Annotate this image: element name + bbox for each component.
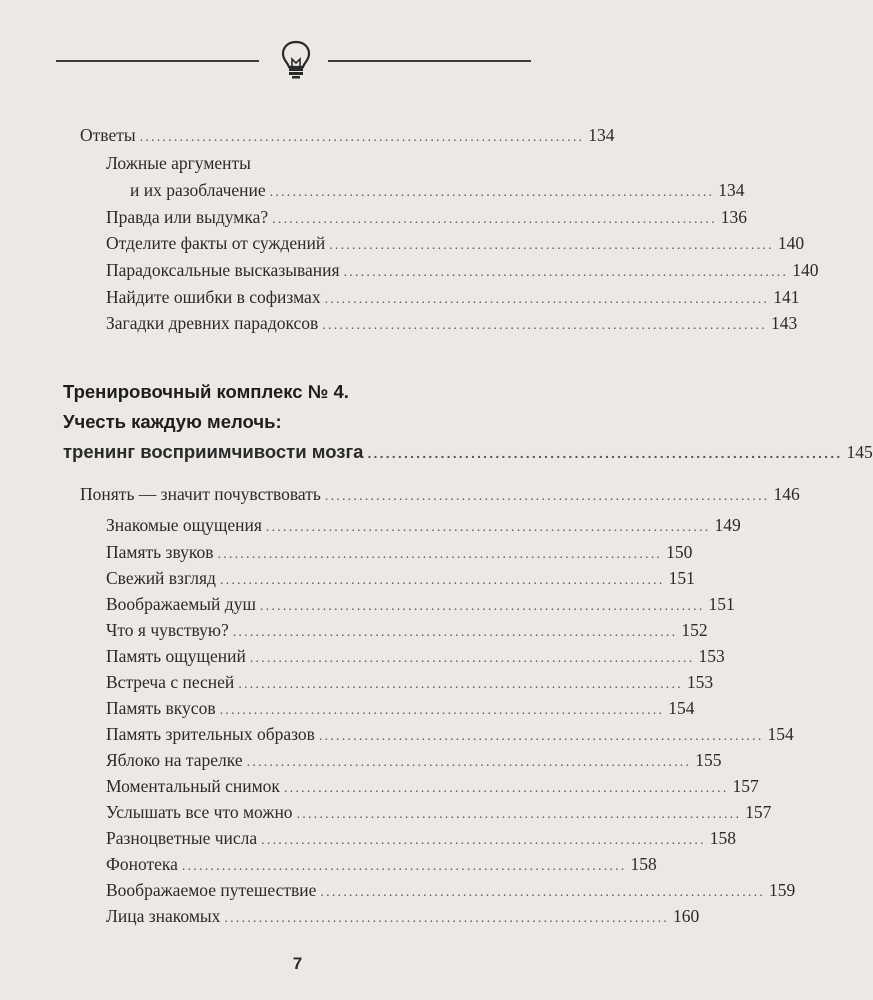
- leader-dots: ..............................................................................: [296, 807, 742, 822]
- toc-entry[interactable]: [106, 697, 695, 722]
- leader-dots: ..............................................................................: [265, 520, 711, 535]
- section-heading-line2: Учесть каждую мелочь:: [63, 411, 282, 432]
- toc-entry[interactable]: [106, 567, 695, 592]
- toc-entry[interactable]: [106, 905, 700, 930]
- toc-entry-title: Встреча с песней: [106, 672, 235, 692]
- lightbulb-icon: [274, 36, 318, 80]
- leader-dots: ..............................................................................: [249, 651, 695, 666]
- leader-dots: ..............................................................................: [259, 599, 705, 614]
- header-rule-left: [56, 60, 259, 62]
- toc-entry-page: 136: [720, 207, 748, 227]
- toc-entry-title: Фонотека: [106, 854, 178, 874]
- toc-entry[interactable]: [106, 749, 722, 774]
- toc-entry-page: 151: [708, 594, 735, 614]
- leader-dots: ..............................................................................: [324, 489, 770, 504]
- header-rule-right: [328, 60, 531, 62]
- toc-entry[interactable]: [106, 514, 741, 539]
- toc-entry-page: 157: [732, 776, 759, 796]
- toc-entry[interactable]: [106, 286, 800, 311]
- toc-entry-title: Свежий взгляд: [106, 568, 216, 588]
- toc-entry[interactable]: [106, 232, 805, 257]
- toc-entry-title: Лица знакомых: [106, 906, 221, 926]
- leader-dots: ..............................................................................: [320, 885, 766, 900]
- leader-dots: ..............................................................................: [232, 625, 678, 640]
- toc-entry-title: Память звуков: [106, 542, 214, 562]
- toc-entry-title: Знакомые ощущения: [106, 515, 262, 535]
- toc-entry-page: 159: [769, 880, 796, 900]
- toc-section-entry[interactable]: [63, 441, 873, 464]
- toc-entry-page: 158: [630, 854, 657, 874]
- leader-dots: ..............................................................................: [324, 292, 770, 307]
- toc-entry-page: 150: [666, 542, 693, 562]
- toc-entry-page: 153: [686, 672, 714, 692]
- toc-entry-answers[interactable]: [80, 124, 615, 149]
- leader-dots: ..............................................................................: [217, 547, 663, 562]
- toc-entry[interactable]: [106, 853, 657, 878]
- toc-entry-page: 157: [745, 802, 772, 822]
- toc-entry-title: Память зрительных образов: [106, 724, 315, 744]
- page-number: 7: [292, 954, 303, 973]
- toc-entry-page: 155: [695, 750, 722, 770]
- toc-entry[interactable]: [106, 723, 794, 748]
- toc-entry-page: 134: [718, 180, 745, 200]
- toc-entry-title: Ответы: [80, 125, 136, 145]
- toc-entry-page: 160: [673, 906, 700, 926]
- toc-entry[interactable]: [106, 827, 737, 852]
- leader-dots: ..............................................................................: [219, 703, 665, 718]
- toc-entry[interactable]: [106, 619, 708, 644]
- toc-entry-title: Загадки древних парадоксов: [106, 313, 319, 333]
- toc-entry-title: Услышать все что можно: [106, 802, 293, 822]
- toc-entry-page: 134: [588, 125, 615, 145]
- toc-entry[interactable]: [106, 593, 735, 618]
- toc-entry-page: 149: [714, 515, 741, 535]
- section-heading-line1: Тренировочный комплекс № 4.: [63, 381, 349, 402]
- toc-entry[interactable]: [106, 645, 725, 670]
- leader-dots: ..............................................................................: [272, 212, 717, 227]
- toc-entry-title: Парадоксальные высказывания: [106, 260, 340, 280]
- leader-dots: ..............................................................................: [238, 677, 683, 692]
- section-heading-line3: тренинг восприимчивости мозга: [63, 441, 364, 462]
- toc-entry-title: Что я чувствую?: [106, 620, 229, 640]
- leader-dots: ..............................................................................: [329, 238, 774, 253]
- leader-dots: ..............................................................................: [318, 729, 764, 744]
- toc-entry-page: 143: [770, 313, 798, 333]
- toc-entry-title: Воображаемое путешествие: [106, 880, 317, 900]
- toc-entry-title: Правда или выдумка?: [106, 207, 269, 227]
- toc-entry-page: 152: [681, 620, 708, 640]
- toc-entry-title: Найдите ошибки в софизмах: [106, 287, 321, 307]
- toc-entry[interactable]: [106, 541, 693, 566]
- toc-subsection-entry[interactable]: [80, 483, 800, 508]
- toc-entry-page: 145: [846, 442, 873, 462]
- toc-entry-page: 140: [777, 233, 805, 253]
- leader-dots: ..............................................................................: [269, 185, 715, 200]
- toc-entry[interactable]: [106, 775, 759, 800]
- toc-entry-title-line1: Ложные аргументы: [106, 153, 251, 173]
- toc-entry[interactable]: [106, 879, 796, 904]
- toc-entry[interactable]: [106, 259, 819, 284]
- toc-entry-title: и их разоблачение: [130, 180, 266, 200]
- leader-dots: ..............................................................................: [343, 265, 789, 280]
- toc-entry-title: Яблоко на тарелке: [106, 750, 243, 770]
- toc-entry[interactable]: [106, 206, 748, 231]
- toc-entry-page: 158: [709, 828, 737, 848]
- toc-entry-title: Память вкусов: [106, 698, 216, 718]
- toc-entry-false-arguments[interactable]: [130, 179, 745, 204]
- toc-entry-page: 151: [668, 568, 695, 588]
- toc-entry-title: Моментальный снимок: [106, 776, 280, 796]
- toc-entry-page: 154: [668, 698, 695, 718]
- toc-entry-title: Память ощущений: [106, 646, 246, 666]
- leader-dots: ..............................................................................: [224, 911, 670, 926]
- toc-entry-title: Отделите факты от суждений: [106, 233, 326, 253]
- toc-entry[interactable]: [106, 671, 714, 696]
- toc-entry-title: Понять — значит почувствовать: [80, 484, 321, 504]
- leader-dots: ..............................................................................: [322, 318, 767, 333]
- leader-dots: ..............................................................................: [283, 781, 729, 796]
- toc-entry-page: 146: [773, 484, 800, 504]
- toc-entry[interactable]: [106, 801, 772, 826]
- leader-dots: ..............................................................................: [219, 573, 665, 588]
- toc-entry-page: 140: [792, 260, 819, 280]
- toc-entry[interactable]: [106, 312, 798, 337]
- toc-entry-page: 141: [773, 287, 800, 307]
- toc-entry-title: Разноцветные числа: [106, 828, 258, 848]
- leader-dots: ..............................................................................: [246, 755, 692, 770]
- toc-entry-page: 154: [767, 724, 794, 744]
- leader-dots: ..............................................................................: [139, 130, 585, 145]
- leader-dots: ..............................................................................: [367, 445, 843, 461]
- leader-dots: ..............................................................................: [181, 859, 627, 874]
- toc-entry-page: 153: [698, 646, 725, 666]
- leader-dots: ..............................................................................: [261, 833, 706, 848]
- toc-entry-title: Воображаемый душ: [106, 594, 256, 614]
